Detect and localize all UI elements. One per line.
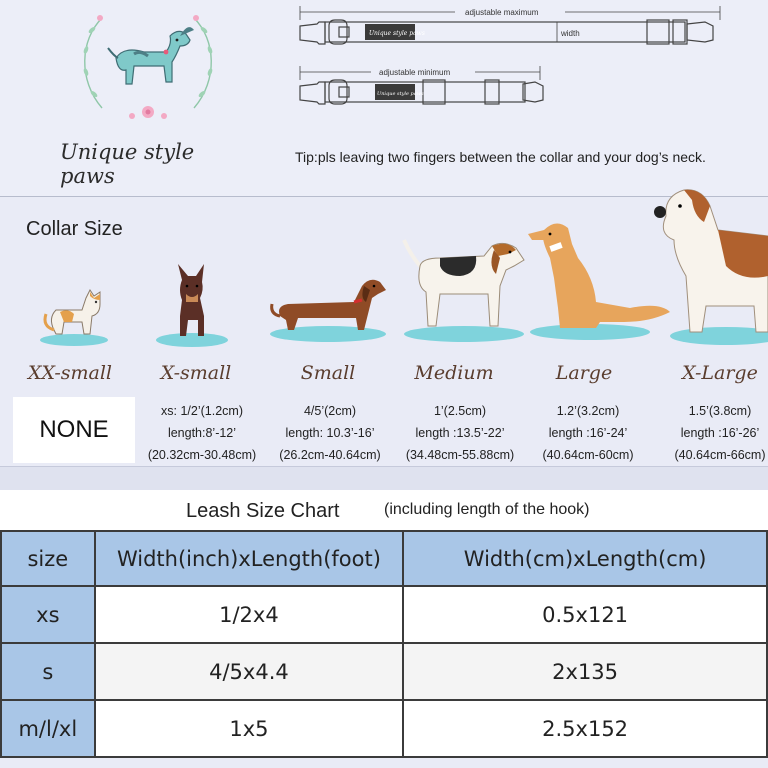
cat-icon	[34, 270, 114, 350]
leash-title: Leash Size Chart	[186, 500, 340, 522]
spec-length: length :13.5’-22’	[415, 426, 505, 440]
size-name-xx-small: XX-small	[27, 362, 113, 384]
spec-width: xs: 1/2’(1.2cm)	[161, 404, 243, 418]
diagram-tag-max: Unique style paws	[369, 30, 425, 37]
diagram-max-label: adjustable maximum	[465, 8, 539, 17]
table-header-row	[1, 531, 767, 586]
table-row	[1, 643, 767, 700]
collar-size-title: Collar Size	[26, 218, 123, 240]
brand-logo	[62, 0, 234, 138]
table-cell-size: m/l/xl	[1, 700, 95, 757]
spec-length: length :16’-26’	[680, 426, 760, 440]
spec-length: length: 10.3’-16’	[285, 426, 375, 440]
table-row	[1, 700, 767, 757]
table-header-cm: Width(cm)xLength(cm)	[403, 531, 767, 586]
table-header-inch: Width(inch)xLength(foot)	[95, 531, 404, 586]
table-cell-cm: 2.5x152	[403, 700, 767, 757]
table-cell-size: s	[1, 643, 95, 700]
size-name-x-large: X-Large	[682, 362, 758, 384]
diagram-width-label: width	[561, 29, 580, 38]
none-label: NONE	[13, 397, 135, 463]
table-header-size: size	[1, 531, 95, 586]
spec-metric: (40.64cm-66cm)	[674, 448, 766, 462]
size-name-large: Large	[555, 362, 613, 384]
leash-size-table	[0, 530, 768, 758]
brand-name: Unique style paws	[60, 140, 195, 188]
table-row	[1, 586, 767, 643]
spec-metric: (40.64cm-60cm)	[542, 448, 634, 462]
dachshund-icon	[268, 268, 388, 348]
size-name-x-small: X-small	[160, 362, 232, 384]
top-section	[0, 0, 768, 196]
table-cell-inch: 1x5	[95, 700, 404, 757]
table-cell-cm: 0.5x121	[403, 586, 767, 643]
section-band	[0, 466, 768, 490]
spec-length: length :16’-24’	[548, 426, 628, 440]
diagram-tag-min: Unique style paws	[377, 91, 424, 97]
size-name-medium: Medium	[414, 362, 494, 384]
spec-small	[268, 400, 392, 466]
spec-width: 4/5’(2cm)	[303, 404, 357, 418]
spec-width: 1.5’(3.8cm)	[688, 404, 752, 418]
spec-x-large	[658, 400, 768, 466]
size-name-small: Small	[300, 362, 356, 384]
table-cell-inch: 1/2x4	[95, 586, 404, 643]
spec-metric: (20.32cm-30.48cm)	[147, 448, 257, 462]
miniature-pinscher-icon	[152, 260, 232, 350]
collar-adjustment-diagram	[295, 0, 740, 120]
spec-width: 1’(2.5cm)	[433, 404, 487, 418]
table-cell-size: xs	[1, 586, 95, 643]
table-cell-inch: 4/5x4.4	[95, 643, 404, 700]
beagle-icon	[400, 236, 530, 346]
spec-medium	[398, 400, 522, 466]
fit-tip: Tip:pls leaving two fingers between the collar and your dog’s neck.	[295, 149, 706, 165]
diagram-min-label: adjustable minimum	[379, 68, 451, 77]
spec-metric: (34.48cm-55.88cm)	[405, 448, 515, 462]
spec-length: length:8’-12’	[167, 426, 237, 440]
spec-metric: (26.2cm-40.64cm)	[279, 448, 381, 462]
spec-large	[526, 400, 650, 466]
spec-x-small	[140, 400, 264, 466]
leash-note: (including length of the hook)	[384, 501, 590, 518]
saint-bernard-icon	[646, 186, 768, 348]
table-cell-cm: 2x135	[403, 643, 767, 700]
spec-width: 1.2’(3.2cm)	[556, 404, 620, 418]
